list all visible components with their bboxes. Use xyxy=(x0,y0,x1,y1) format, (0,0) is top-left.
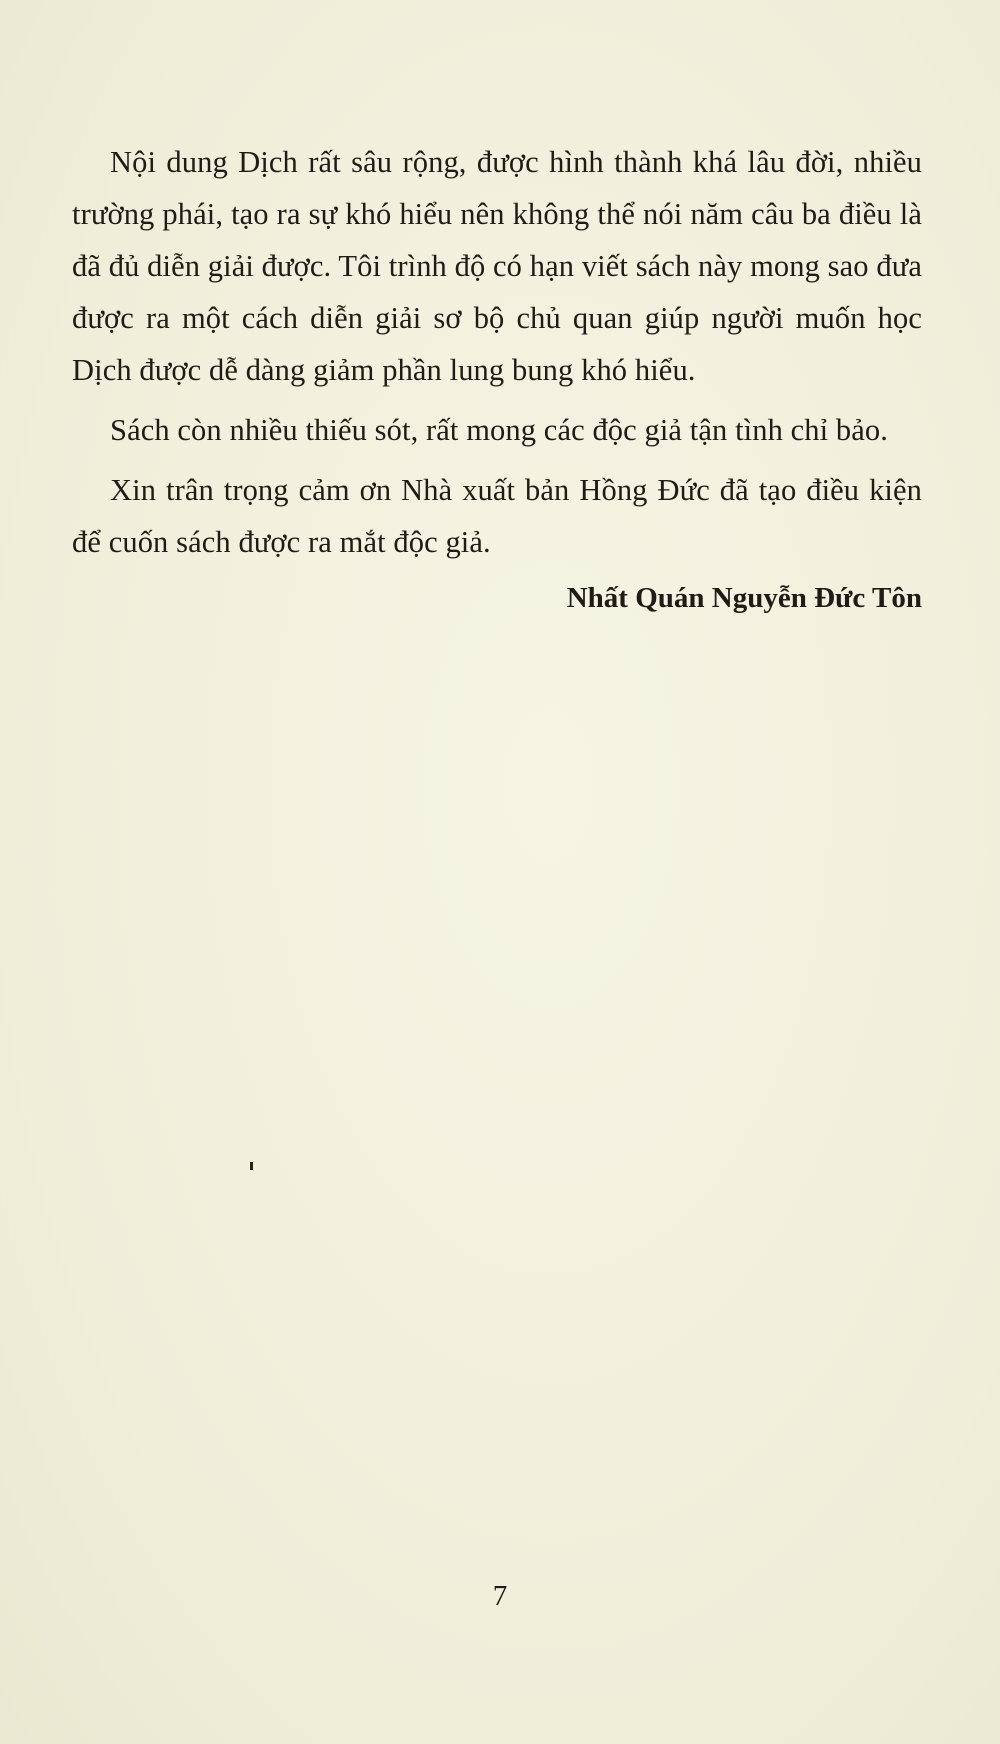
paragraph-1: Nội dung Dịch rất sâu rộng, được hình thành khá lâu đời, nhiều trường phái, tạo ra sự khó hiểu nên không thể nói năm câu ba điều là đã đủ diễn giải được. Tôi trình độ có hạn viết sách này mong sao đưa được ra một cách diễn giải sơ bộ chủ quan giúp người muốn học Dịch được dễ dàng giảm phần lung bung khó hiểu. xyxy=(72,145,922,387)
page-number: 7 xyxy=(492,1580,508,1612)
paragraph-2: Sách còn nhiều thiếu sót, rất mong các độc giả tận tình chỉ bảo. xyxy=(110,413,888,447)
print-speck xyxy=(250,1162,253,1170)
paragraph-3: Xin trân trọng cảm ơn Nhà xuất bản Hồng Đức đã tạo điều kiện để cuốn sách được ra mắt độc giả. xyxy=(72,473,922,559)
author-signature: Nhất Quán Nguyễn Đức Tôn xyxy=(566,582,922,614)
body-text xyxy=(72,136,922,624)
